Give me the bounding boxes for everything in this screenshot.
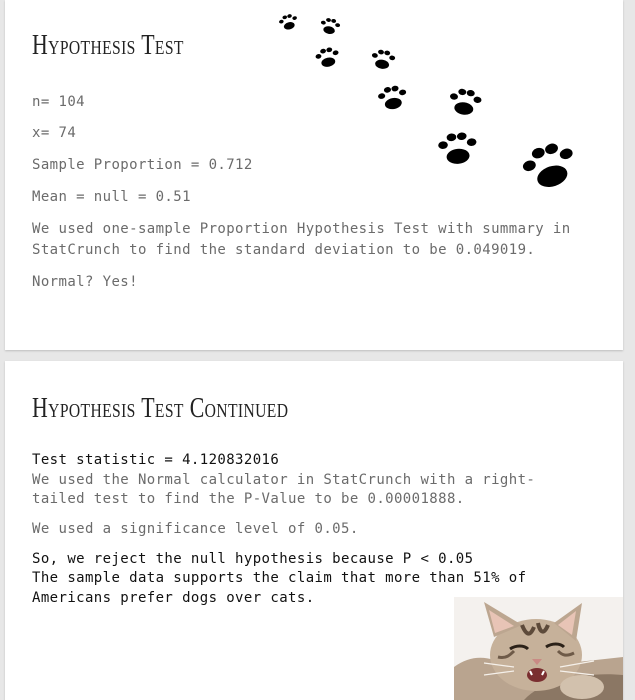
paw-print-icon: [448, 87, 483, 117]
paw-print-icon: [319, 17, 341, 36]
conclusion-text-line3: Americans prefer dogs over cats.: [32, 590, 315, 606]
normal-check-text: Normal? Yes!: [32, 274, 138, 290]
std-dev-text-line2: StatCrunch to find the standard deviation to be 0.049019.: [32, 242, 536, 258]
slide-hypothesis-test-continued: [5, 361, 623, 700]
conclusion-text-line2: The sample data supports the claim that more than 51% of: [32, 570, 527, 586]
test-statistic-text: Test statistic = 4.120832016: [32, 452, 280, 468]
slide-hypothesis-test: [5, 0, 623, 350]
sample-proportion-text: Sample Proportion = 0.712: [32, 157, 253, 173]
pvalue-text-line1: We used the Normal calculator in StatCrunch with a right-: [32, 472, 536, 488]
std-dev-text-line1: We used one-sample Proportion Hypothesis Test with summary in: [32, 221, 571, 237]
successes-text: x= 74: [32, 125, 77, 141]
null-mean-text: Mean = null = 0.51: [32, 189, 191, 205]
paw-print-icon: [370, 49, 396, 71]
significance-level-text: We used a significance level of 0.05.: [32, 521, 359, 537]
conclusion-text-line1: So, we reject the null hypothesis because P < 0.05: [32, 551, 474, 567]
sample-size-text: n= 104: [32, 94, 85, 110]
paw-print-icon: [314, 46, 341, 69]
paw-print-icon: [377, 84, 409, 111]
cat-image-icon: [454, 597, 623, 700]
slide-title: Hypothesis Test Continued: [32, 393, 289, 424]
paw-print-icon: [519, 138, 581, 194]
paw-print-icon: [278, 13, 300, 32]
paw-print-icon: [437, 131, 478, 166]
slide-title: Hypothesis Test: [32, 30, 184, 61]
pvalue-text-line2: tailed test to find the P-Value to be 0.00001888.: [32, 491, 465, 507]
cat-photo: [454, 597, 623, 700]
